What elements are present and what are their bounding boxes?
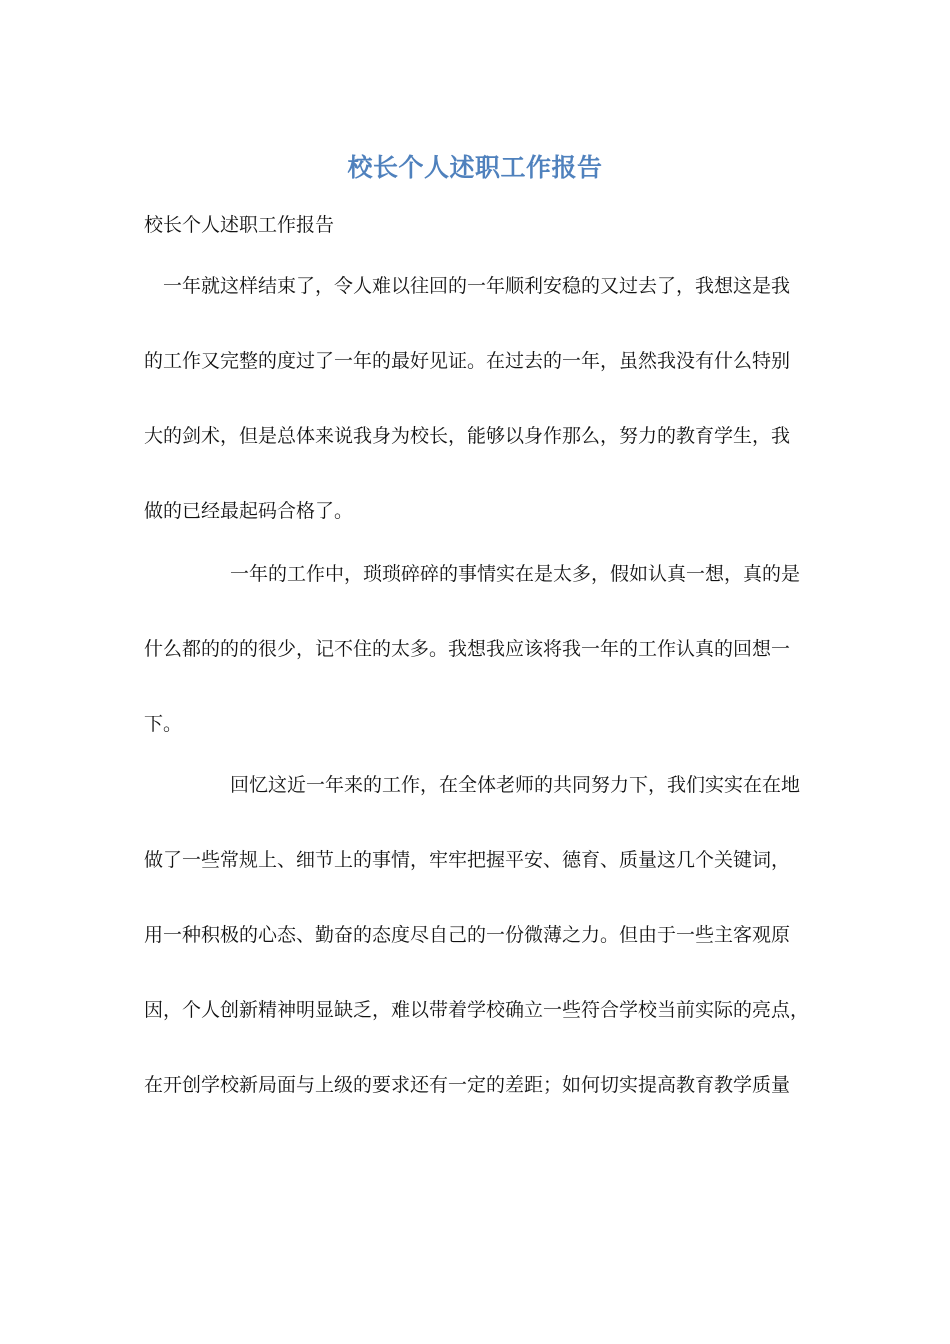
paragraph-line: 做了一些常规上、细节上的事情，牢牢把握平安、德育、质量这几个关键词， <box>144 849 791 871</box>
paragraph-line: 下。 <box>144 713 183 735</box>
document-title: 校长个人述职工作报告 <box>347 153 603 182</box>
paragraph-line: 大的剑术，但是总体来说我身为校长，能够以身作那么，努力的教育学生，我 <box>144 425 791 447</box>
paragraph-line: 一年的工作中，琐琐碎碎的事情实在是太多，假如认真一想，真的是 <box>230 563 801 585</box>
paragraph-line: 做的已经最起码合格了。 <box>144 500 354 522</box>
paragraph-line: 回忆这近一年来的工作，在全体老师的共同努力下，我们实实在在地 <box>230 774 801 796</box>
document-subtitle: 校长个人述职工作报告 <box>144 214 335 236</box>
paragraph-line: 什么都的的的很少，记不住的太多。我想我应该将我一年的工作认真的回想一 <box>144 638 791 660</box>
paragraph-line: 在开创学校新局面与上级的要求还有一定的差距；如何切实提高教育教学质量 <box>144 1074 791 1096</box>
paragraph-line: 的工作又完整的度过了一年的最好见证。在过去的一年，虽然我没有什么特别 <box>144 350 791 372</box>
paragraph-line: 一年就这样结束了，令人难以往回的一年顺利安稳的又过去了，我想这是我 <box>163 275 791 297</box>
paragraph-line: 因，个人创新精神明显缺乏，难以带着学校确立一些符合学校当前实际的亮点， <box>144 999 810 1021</box>
paragraph-line: 用一种积极的心态、勤奋的态度尽自己的一份微薄之力。但由于一些主客观原 <box>144 924 791 946</box>
